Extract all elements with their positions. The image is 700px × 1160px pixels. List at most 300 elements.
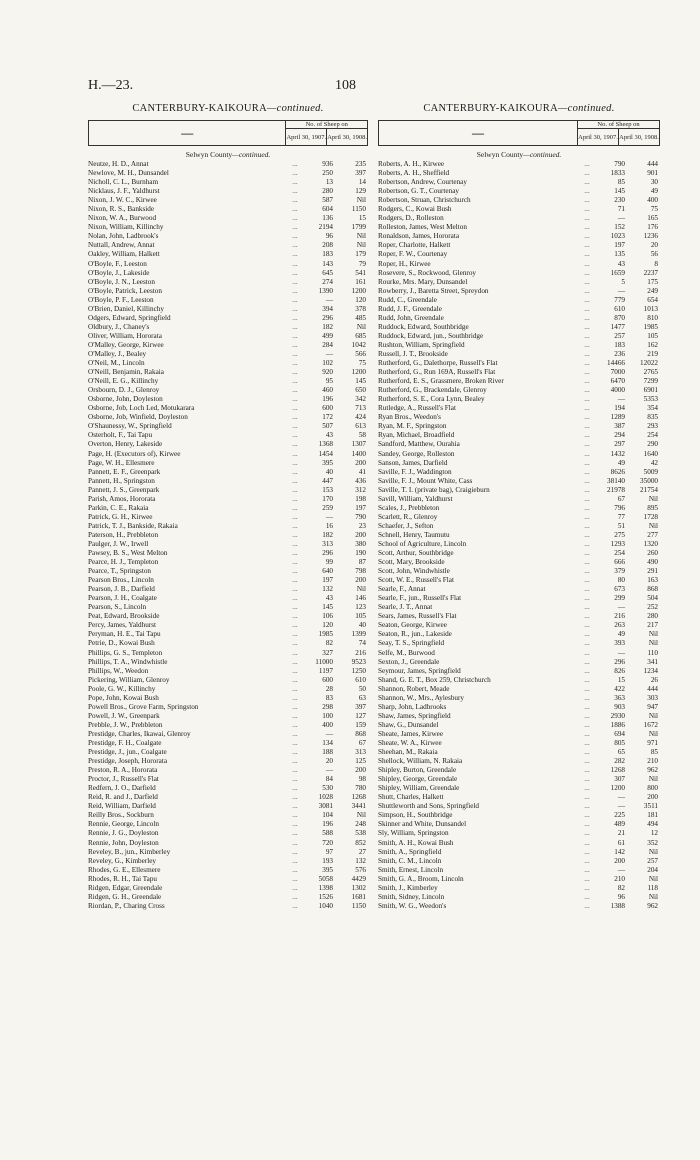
table-row [378,558,660,567]
sheep-1908: 23 [358,521,366,530]
owner-name: Robertson, Andrew, Courtenay [378,178,467,187]
table-row [378,893,660,902]
owner-name: Riordan, P., Charing Cross [88,901,165,910]
sheep-1907: 870 [614,313,625,322]
sheep-1907: 145 [322,603,333,612]
leader-dots: ... [584,901,590,910]
sheep-1907: 274 [322,277,333,286]
sheep-1908: 175 [647,277,658,286]
table-row [88,232,368,241]
leader-dots: ... [584,739,590,747]
owner-name: Rennie, John, Doyleston [88,838,159,847]
leader-dots: ... [292,277,298,286]
table-row [88,260,368,269]
sheep-1908: 200 [355,530,366,539]
table-row [88,278,368,287]
sheep-1908: 129 [355,187,366,196]
table-row [378,884,660,893]
owner-name: Ronaldson, James, Hororata [378,232,460,241]
leader-dots: ... [292,530,298,539]
sheep-1907: — [325,295,333,304]
sheep-1907: — [617,802,625,811]
leader-dots: ... [292,404,298,413]
table-row [88,269,368,278]
owner-name: Pannett, E. F., Greenpark [88,467,161,476]
table-row [88,404,368,413]
sheep-1907: 15 [617,675,625,684]
owner-name: Smith, G. A., Broom, Lincoln [378,874,464,883]
leader-dots: ... [584,395,590,404]
sheep-1907: 152 [614,223,625,232]
left-column [88,98,368,911]
leader-dots: ... [584,178,590,187]
owner-name: Scales, J., Prebbleton [378,503,440,512]
table-row [378,567,660,576]
section-title-suffix: —continued. [557,103,615,114]
leader-dots: ... [584,259,590,268]
sheep-1907: 2930 [610,711,625,720]
leader-dots: ... [584,793,590,802]
sheep-1907: 826 [614,666,625,675]
sheep-1908: 179 [355,250,366,259]
sheep-1907: 13 [325,178,333,187]
table-row [378,486,660,495]
sheep-1907: — [617,865,625,874]
leader-dots: ... [292,349,298,358]
sheep-1907: 1028 [318,793,333,802]
table-row [88,676,368,685]
sheep-1908: 162 [647,340,658,349]
table-row [378,495,660,504]
owner-name: Savill, William, Yaldhurst [378,494,453,503]
table-row [378,703,660,712]
leader-dots: ... [292,720,298,729]
leader-dots: ... [292,214,298,223]
leader-dots: ... [292,377,298,386]
sheep-1908: 132 [355,856,366,865]
sheep-1908: 341 [647,657,658,666]
sheep-1908: 120 [355,295,366,304]
leader-dots: ... [584,883,590,892]
owner-name: Newlove, M. H., Dunsandel [88,169,169,178]
table-row [88,775,368,784]
owner-name: Saville, F. J., Waddington [378,467,452,476]
sheep-1908: 947 [647,702,658,711]
leader-dots: ... [584,377,590,386]
owner-name: Rutledge, A., Russell's Flat [378,404,456,413]
table-row [88,377,368,386]
leader-dots: ... [292,313,298,322]
sheep-1907: 77 [617,512,625,521]
leader-dots: ... [292,196,298,205]
sheep-1907: 379 [614,567,625,576]
leader-dots: ... [584,404,590,413]
sheep-1907: — [325,766,333,775]
sheep-1907: 143 [322,259,333,268]
sheep-1908: 165 [647,214,658,223]
owner-name: Schaefer, J., Sefton [378,521,434,530]
sheep-1908: 1640 [643,449,658,458]
table-row [378,250,660,259]
section-title-main: CANTERBURY-KAIKOURA [423,103,558,114]
table-row [378,232,660,241]
sheep-1907: 132 [322,585,333,594]
leader-dots: ... [584,232,590,241]
owner-name: Prebble, J. W., Prebbleton [88,720,163,729]
table-row [88,323,368,332]
leader-dots: ... [584,657,590,666]
leader-dots: ... [292,594,298,603]
table-row [88,748,368,757]
sheep-1907: 172 [322,413,333,422]
leader-dots: ... [292,739,298,747]
table-row [88,495,368,504]
leader-dots: ... [584,702,590,711]
table-row [378,721,660,730]
section-title-suffix: —continued. [266,103,324,114]
sheep-1908: 3511 [643,802,658,811]
owner-name: Saville, T. I. (private bag), Craigieburn [378,485,490,494]
table-row [378,468,660,477]
sheep-1908: 397 [355,169,366,178]
leader-dots: ... [584,530,590,539]
sheep-1907: 1659 [610,268,625,277]
owner-name: Seymour, James, Springfield [378,666,461,675]
table-row [378,658,660,667]
owner-name: Rodgers, C., Kowai Bush [378,205,452,214]
table-row [88,178,368,187]
table-row [88,658,368,667]
sheep-1908: 1307 [351,440,366,449]
sheep-1908: Nil [648,775,658,784]
owner-name: O'Boyle, F., Leeston [88,259,147,268]
table-row [88,450,368,459]
sheep-1907: 284 [322,340,333,349]
table-row [378,585,660,594]
leader-dots: ... [292,395,298,404]
sheep-1907: 1985 [318,630,333,639]
table-row [378,612,660,621]
leader-dots: ... [584,630,590,639]
owner-name: Pearce, T., Springston [88,567,152,576]
leader-dots: ... [584,485,590,494]
sheep-1908: Nil [648,847,658,856]
owner-name: Sanson, James, Darfield [378,458,448,467]
table-row [88,549,368,558]
county-suffix: —continued. [523,150,562,159]
sheep-1907: 188 [322,748,333,757]
owner-name: Peryman, H. E., Tai Tapu [88,630,161,639]
owner-name: Sheate, James, Kirwee [378,729,444,738]
leader-dots: ... [584,621,590,630]
sheep-1908: 1268 [351,793,366,802]
sheep-1907: 395 [322,458,333,467]
table-row [88,576,368,585]
sheep-1908: 105 [355,612,366,621]
owner-name: Paulger, J. W., Irwell [88,539,149,548]
sheep-1908: Nil [648,874,658,883]
sheep-1908: 163 [647,576,658,585]
leader-dots: ... [292,549,298,558]
leader-dots: ... [292,160,298,168]
owner-name: Sexton, J., Greendale [378,657,440,666]
owner-name: Peat, Edward, Brookside [88,612,160,621]
leader-dots: ... [292,295,298,304]
owner-name: Pearson Bros., Lincoln [88,576,154,585]
leader-dots: ... [584,865,590,874]
sheep-1907: 640 [322,567,333,576]
sheep-1908: 810 [647,313,658,322]
name-column-header: — [379,121,578,146]
owner-name: Shannon, W., Mrs., Aylesbury [378,693,464,702]
table-row [378,757,660,766]
owner-name: Smith, J., Kimberley [378,883,438,892]
table-row [88,223,368,232]
sheep-1907: 1886 [610,720,625,729]
sheep-1907: — [617,793,625,802]
owner-name: Roberts, A. H., Sheffield [378,169,450,178]
sheep-1908: 444 [647,684,658,693]
sheep-1908: 35000 [640,476,658,485]
sheep-1907: 80 [617,576,625,585]
sheep-1907: 297 [614,440,625,449]
owner-name: Roper, Charlotte, Halkett [378,241,451,250]
leader-dots: ... [292,413,298,422]
leader-dots: ... [292,259,298,268]
sheep-1907: 604 [322,205,333,214]
owner-name: Shannon, Robert, Meade [378,684,450,693]
sheep-1908: 541 [355,268,366,277]
leader-dots: ... [292,865,298,874]
leader-dots: ... [292,340,298,349]
table-row [378,522,660,531]
leader-dots: ... [292,883,298,892]
table-row [88,866,368,875]
column-1908-header: April 30, 1908. [327,129,368,146]
column-group-label: No. of Sheep on [578,121,660,129]
owner-name: Reveley, G., Kimberley [88,856,156,865]
table-row [88,305,368,314]
sheep-1908: 901 [647,169,658,178]
sheep-1907: 120 [322,621,333,630]
sheep-1907: 296 [614,657,625,666]
sheep-1908: 105 [647,331,658,340]
sheep-1907: 1293 [610,539,625,548]
sheep-1908: 342 [355,395,366,404]
owner-name: Scarlett, R., Glenroy [378,512,438,521]
table-row [378,196,660,205]
sheep-1908: 219 [647,349,658,358]
sheep-1908: 123 [355,603,366,612]
owner-name: Oakley, William, Halkett [88,250,160,259]
leader-dots: ... [584,666,590,675]
sheep-1907: 153 [322,485,333,494]
owner-name: Rodgers, D., Rolleston [378,214,444,223]
sheep-1908: 538 [355,829,366,838]
leader-dots: ... [584,558,590,567]
leader-dots: ... [292,666,298,675]
leader-dots: ... [292,169,298,178]
sheep-1907: 182 [322,322,333,331]
table-row [378,549,660,558]
owner-name: O'Malley, J., Bealey [88,349,147,358]
leader-dots: ... [584,476,590,485]
owner-name: Searle, F., Annat [378,585,426,594]
sheep-1907: 2194 [318,223,333,232]
sheep-1908: Nil [648,711,658,720]
sheep-1907: 1289 [610,413,625,422]
table-row [88,893,368,902]
table-row [378,676,660,685]
leader-dots: ... [292,892,298,901]
owner-name: Skinner and White, Dunsandel [378,820,467,829]
sheep-1907: 96 [617,892,625,901]
owner-name: O'Neill, E. G., Killinchy [88,377,159,386]
table-row [378,531,660,540]
owner-name: Pearson, J. H., Coalgate [88,594,157,603]
sheep-1907: 805 [614,739,625,747]
owner-name: Rutherford, G., Dalethorpe, Russell's Flat [378,359,498,368]
sheep-1908: 277 [647,530,658,539]
owner-name: O'Neil, M., Lincoln [88,359,145,368]
county-name: Selwyn County [476,150,524,159]
leader-dots: ... [292,241,298,250]
sheep-1907: 422 [614,684,625,693]
table-row [88,422,368,431]
owner-name: Rolleston, James, West Melton [378,223,467,232]
sheep-1908: 56 [650,250,658,259]
owner-name: Reilly Bros., Sockburn [88,811,154,820]
owner-name: Roper, H., Kirwee [378,259,431,268]
table-row [88,287,368,296]
sheep-1907: 40 [325,467,333,476]
leader-dots: ... [292,675,298,684]
table-row [378,368,660,377]
leader-dots: ... [584,359,590,368]
leader-dots: ... [292,802,298,811]
sheep-1908: 14 [358,178,366,187]
sheep-1908: 30 [650,178,658,187]
leader-dots: ... [292,232,298,241]
sheep-1908: Nil [648,630,658,639]
table-row [88,540,368,549]
table-row [88,468,368,477]
owner-name: O'Malley, George, Kirwee [88,340,164,349]
sheep-1908: Nil [356,196,366,205]
sheep-1908: 257 [647,856,658,865]
sheep-1907: 142 [614,847,625,856]
owner-name: Ryan, M. F., Springston [378,422,447,431]
sheep-1908: 852 [355,838,366,847]
leader-dots: ... [292,811,298,820]
owner-name: Saville, F. J., Mount White, Cass [378,476,473,485]
sheep-1908: 118 [647,883,658,892]
sheep-1908: Nil [356,232,366,241]
table-row [88,341,368,350]
leader-dots: ... [584,576,590,585]
table-row [88,848,368,857]
sheep-1908: 610 [355,675,366,684]
table-row [378,639,660,648]
owner-name: Scott, John, Windwhistle [378,567,450,576]
table-row [378,260,660,269]
owner-name: Patrick, T. J., Bankside, Rakaia [88,521,178,530]
sheep-1907: 298 [322,702,333,711]
leader-dots: ... [292,874,298,883]
owner-name: Patrick, G. H., Kirwee [88,512,153,521]
sheep-1908: 5009 [643,467,658,476]
leader-dots: ... [584,603,590,612]
owner-name: Rowberry, J., Baretta Street, Spreydon [378,286,489,295]
leader-dots: ... [584,205,590,214]
leader-dots: ... [292,539,298,548]
sheep-1908: 42 [650,458,658,467]
sheep-1907: 49 [617,630,625,639]
table-row [378,667,660,676]
table-row [378,513,660,522]
sheep-1908: 249 [647,286,658,295]
sheep-1908: 868 [355,729,366,738]
sheep-1907: 779 [614,295,625,304]
leader-dots: ... [584,304,590,313]
sheep-1908: 125 [355,757,366,766]
owner-name: Page, W. H., Ellesmere [88,458,155,467]
owner-name: Reid, R. and J., Darfield [88,793,158,802]
leader-dots: ... [292,702,298,711]
leader-dots: ... [292,368,298,377]
sheep-1907: — [325,349,333,358]
leader-dots: ... [292,431,298,440]
sheep-1907: 67 [617,494,625,503]
owner-name: O'Boyle, Patrick, Leeston [88,286,162,295]
leader-dots: ... [584,838,590,847]
sheep-1908: 200 [355,766,366,775]
leader-dots: ... [292,485,298,494]
sheep-1908: 1302 [351,883,366,892]
sheep-1907: 100 [322,711,333,720]
owner-name: Shaw, James, Springfield [378,711,451,720]
owner-name: Redfern, J. O., Darfield [88,784,156,793]
sheep-1907: 95 [325,377,333,386]
leader-dots: ... [292,386,298,395]
owner-name: Shaw, G., Dunsandel [378,720,439,729]
sheep-1908: 21754 [640,485,658,494]
name-column-header: — [89,121,286,146]
leader-dots: ... [584,467,590,476]
owner-name: Pickering, William, Glenroy [88,675,170,684]
sheep-1908: 200 [355,576,366,585]
table-row [378,377,660,386]
owner-name: Pawsey, B. S., West Melton [88,549,168,558]
sheep-1908: 216 [355,648,366,657]
leader-dots: ... [292,766,298,775]
table-row [88,694,368,703]
sheep-1907: 296 [322,549,333,558]
leader-dots: ... [584,829,590,838]
sheep-1908: 79 [358,259,366,268]
owner-name: Powell, J. W., Greenpark [88,711,160,720]
table-row [378,594,660,603]
sheep-1907: 65 [617,748,625,757]
owner-name: Rourke, Mrs. Mary, Dunsandel [378,277,468,286]
sheep-1908: 41 [358,467,366,476]
leader-dots: ... [584,639,590,648]
leader-dots: ... [292,558,298,567]
owner-name: Prestidge, Joseph, Hororata [88,757,168,766]
owner-name: Ryan Bros., Weedon's [378,413,441,422]
table-row [378,504,660,513]
sheep-1907: 183 [322,250,333,259]
